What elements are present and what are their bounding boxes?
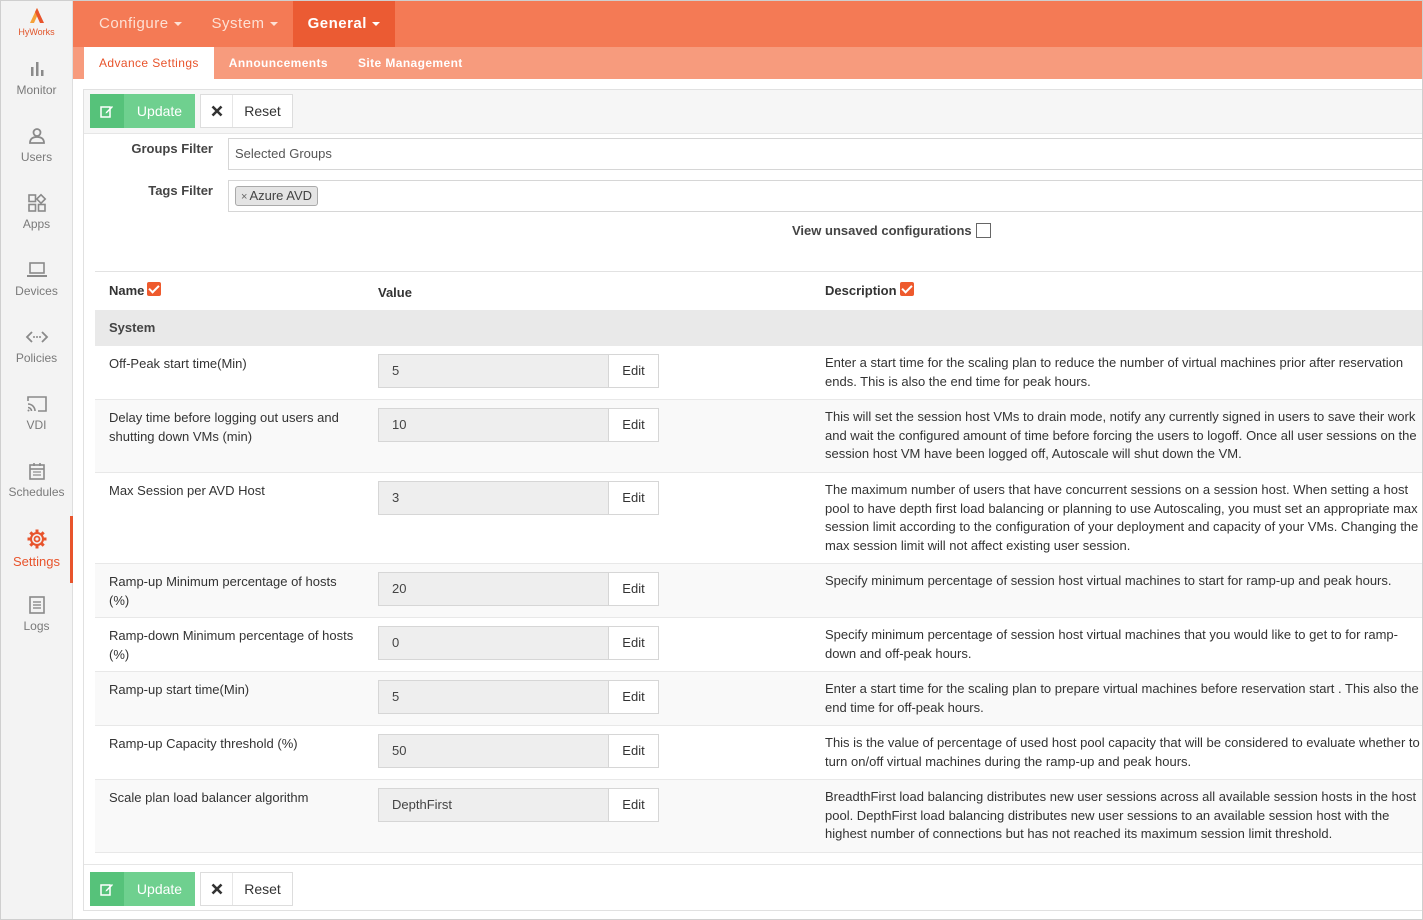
setting-name: Ramp-up Capacity threshold (%) xyxy=(109,736,298,751)
apps-grid-icon xyxy=(27,193,47,213)
sidebar-item-schedules[interactable] xyxy=(1,449,72,516)
header-name xyxy=(109,282,161,298)
code-arrows-icon xyxy=(25,327,49,347)
setting-name: Max Session per AVD Host xyxy=(109,483,265,498)
table-row xyxy=(95,618,1423,672)
brand-logo[interactable] xyxy=(1,1,72,47)
header-description-label: Description xyxy=(825,283,897,298)
unsaved-checkbox[interactable] xyxy=(976,223,991,238)
setting-description: Specify minimum percentage of session host virtual machines that you would like to get to for ramp-down and off-peak hours. xyxy=(825,627,1398,661)
table-row xyxy=(95,473,1423,564)
tags-filter-input[interactable] xyxy=(228,180,1423,212)
sidebar-item-vdi[interactable] xyxy=(1,382,72,449)
table-header xyxy=(95,271,1423,310)
edit-button[interactable]: Edit xyxy=(609,680,659,714)
tags-filter-label: Tags Filter xyxy=(148,183,213,198)
setting-value: 5 xyxy=(378,354,609,388)
tag-chip-label: Azure AVD xyxy=(249,188,313,203)
setting-value: 10 xyxy=(378,408,609,442)
remove-tag-icon[interactable]: × xyxy=(241,191,248,203)
tab-site-management[interactable]: Site Management xyxy=(358,56,463,70)
brand-name: HyWorks xyxy=(18,27,55,37)
table-row xyxy=(95,780,1423,853)
setting-description: This will set the session host VMs to drain mode, notify any currently signed in users to save their work and wait the configured amount of time before forcing the users to logoff. Once all user sessions on the session host VM have been logged off, Autoscale will shut down the VM. xyxy=(825,409,1417,461)
menu-label: System xyxy=(211,15,265,32)
sidebar-item-label: VDI xyxy=(26,418,47,432)
sidebar-item-label: Monitor xyxy=(16,83,57,97)
setting-name: Ramp-up start time(Min) xyxy=(109,682,250,697)
setting-description: This is the value of percentage of used host pool capacity that will be considered to evaluate whether to turn on/off virtual machines during the ramp-up and peak hours. xyxy=(825,735,1420,769)
update-button-label: Update xyxy=(124,872,195,906)
tab-announcements[interactable]: Announcements xyxy=(228,56,329,70)
sidebar-item-monitor[interactable] xyxy=(1,47,72,114)
setting-value: 20 xyxy=(378,572,609,606)
gear-icon xyxy=(26,528,48,550)
reset-button[interactable] xyxy=(200,872,293,906)
header-value: Value xyxy=(378,285,412,300)
setting-value: 0 xyxy=(378,626,609,660)
setting-description: BreadthFirst load balancing distributes new user sessions across all available session hosts in the host pool. DepthFirst load balancing distributes new user sessions to an available session host with the highest number of connections but has not reached its maximum session limit threshold. xyxy=(825,789,1417,841)
header-name-label: Name xyxy=(109,283,145,298)
edit-button[interactable]: Edit xyxy=(609,408,659,442)
setting-value: 50 xyxy=(378,734,609,768)
setting-value: 5 xyxy=(378,680,609,714)
bar-chart-icon xyxy=(27,59,47,79)
groups-filter-value: Selected Groups xyxy=(235,146,332,161)
chevron-down-icon xyxy=(270,22,278,26)
settings-panel xyxy=(83,89,1423,911)
close-icon xyxy=(201,95,233,127)
sidebar xyxy=(1,1,73,920)
setting-name: Ramp-down Minimum percentage of hosts (%) xyxy=(109,628,354,662)
update-button[interactable] xyxy=(90,872,195,906)
edit-button[interactable]: Edit xyxy=(609,354,659,388)
setting-description: Specify minimum percentage of session host virtual machines to start for ramp-up and peak hours. xyxy=(825,573,1392,588)
setting-name: Off-Peak start time(Min) xyxy=(109,356,247,371)
reset-button[interactable] xyxy=(200,94,293,128)
chevron-down-icon xyxy=(174,22,182,26)
sidebar-item-label: Schedules xyxy=(8,485,65,499)
name-column-checkbox[interactable] xyxy=(147,282,161,296)
cast-icon xyxy=(26,394,48,414)
header-description xyxy=(825,282,914,298)
edit-button[interactable]: Edit xyxy=(609,626,659,660)
table-row xyxy=(95,726,1423,780)
edit-button[interactable]: Edit xyxy=(609,572,659,606)
sidebar-item-policies[interactable] xyxy=(1,315,72,382)
chevron-down-icon xyxy=(372,22,380,26)
sidebar-item-label: Logs xyxy=(23,619,50,633)
update-button[interactable] xyxy=(90,94,195,128)
reset-button-label: Reset xyxy=(244,881,281,897)
update-button-label: Update xyxy=(124,94,195,128)
setting-description: The maximum number of users that have concurrent sessions on a session host. When setting a host pool to have depth first load balancing or planning to use Autoscaling, you must set an appropriate max session limit according to the configuration of your deployment and capacity of your VMs. Changing the max session limit will not affect existing user session. xyxy=(825,482,1419,553)
groups-filter-select[interactable] xyxy=(228,138,1423,170)
user-icon xyxy=(27,126,47,146)
setting-value: 3 xyxy=(378,481,609,515)
tag-chip xyxy=(235,186,318,206)
setting-name: Ramp-up Minimum percentage of hosts (%) xyxy=(109,574,337,608)
setting-description: Enter a start time for the scaling plan to prepare virtual machines before reservation start . This also the end time for off-peak hours. xyxy=(825,681,1419,715)
sidebar-item-label: Devices xyxy=(15,284,58,298)
close-icon xyxy=(201,873,233,905)
sidebar-item-logs[interactable] xyxy=(1,583,72,650)
menu-configure[interactable] xyxy=(84,1,197,47)
tab-advance-settings[interactable]: Advance Settings xyxy=(84,47,214,79)
toolbar xyxy=(84,90,1423,134)
sidebar-item-users[interactable] xyxy=(1,114,72,181)
groups-filter-label: Groups Filter xyxy=(131,141,213,156)
top-menu-bar xyxy=(73,1,1423,47)
sidebar-item-label: Users xyxy=(20,150,53,164)
reset-button-label: Reset xyxy=(244,103,281,119)
edit-icon xyxy=(90,872,124,906)
table-row xyxy=(95,564,1423,618)
setting-description: Enter a start time for the scaling plan to reduce the number of virtual machines prior after reservation ends. This is also the end time for peak hours. xyxy=(825,355,1404,389)
description-column-checkbox[interactable] xyxy=(900,282,914,296)
table-row xyxy=(95,400,1423,473)
settings-table xyxy=(95,271,1423,853)
menu-general[interactable] xyxy=(293,1,395,47)
sidebar-item-settings[interactable] xyxy=(1,516,72,583)
calendar-icon xyxy=(27,461,47,481)
menu-system[interactable] xyxy=(197,1,293,47)
edit-button[interactable]: Edit xyxy=(609,788,659,822)
sidebar-item-apps[interactable] xyxy=(1,181,72,248)
setting-name: Scale plan load balancer algorithm xyxy=(109,790,309,805)
laptop-icon xyxy=(26,260,48,280)
edit-button[interactable]: Edit xyxy=(609,734,659,768)
group-row-system: System xyxy=(95,310,1423,346)
unsaved-label: View unsaved configurations xyxy=(792,223,972,238)
table-row xyxy=(95,672,1423,726)
bottom-toolbar xyxy=(84,864,1423,911)
sidebar-item-devices[interactable] xyxy=(1,248,72,315)
sub-tab-bar xyxy=(73,47,1423,79)
sidebar-item-label: Apps xyxy=(22,217,51,231)
sidebar-item-label: Policies xyxy=(15,351,58,365)
document-icon xyxy=(27,595,47,615)
table-row xyxy=(95,346,1423,400)
setting-value: DepthFirst xyxy=(378,788,609,822)
menu-label: Configure xyxy=(99,15,169,32)
sidebar-item-label: Settings xyxy=(13,554,60,569)
setting-name: Delay time before logging out users and shutting down VMs (min) xyxy=(109,410,339,444)
edit-button[interactable]: Edit xyxy=(609,481,659,515)
view-unsaved-toggle xyxy=(792,223,991,238)
hyworks-logo-icon xyxy=(27,5,47,25)
edit-icon xyxy=(90,94,124,128)
menu-label: General xyxy=(307,15,367,32)
